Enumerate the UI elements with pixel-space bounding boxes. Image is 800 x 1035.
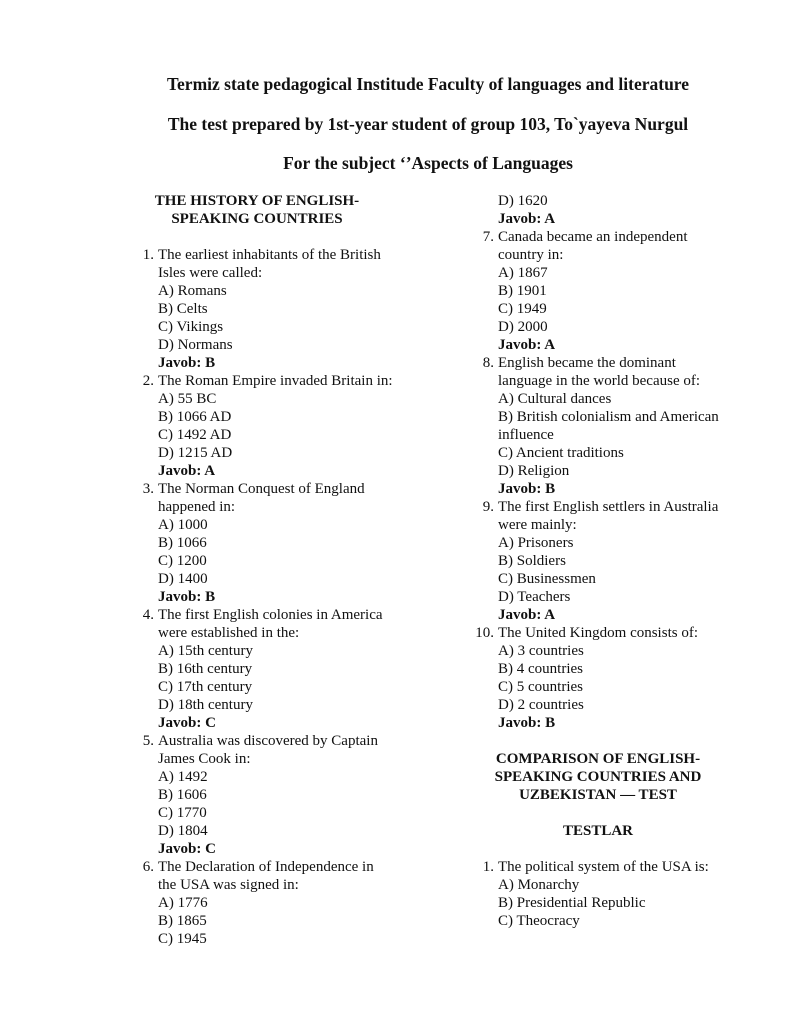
question-text: The first English colonies in America <box>158 607 383 623</box>
question-text: The earliest inhabitants of the British <box>158 247 381 263</box>
section-title-history <box>132 192 382 228</box>
answer-key: Javob: A <box>498 211 556 227</box>
question-7 <box>472 228 742 354</box>
header-prepared-by: The test prepared by 1st-year student of group 103, To`yayeva Nurgul <box>167 114 689 134</box>
section-title-line: SPEAKING COUNTRIES <box>171 211 343 227</box>
option-b: B) 1606 <box>158 787 207 803</box>
question-text: language in the world because of: <box>498 373 701 389</box>
question-text: Australia was discovered by Captain <box>158 733 378 749</box>
question-3 <box>132 480 412 606</box>
question-text: The first English settlers in Australia <box>498 499 719 515</box>
option-b: B) 4 countries <box>498 661 583 677</box>
option-d: D) Teachers <box>498 589 571 605</box>
option-b: B) 1865 <box>158 913 207 929</box>
option-d: D) 1215 AD <box>158 445 233 461</box>
option-c: C) 1945 <box>158 931 207 947</box>
question-text: happened in: <box>158 499 236 515</box>
option-a: A) Prisoners <box>498 535 574 551</box>
option-a: A) 3 countries <box>498 643 584 659</box>
question-number: 8. <box>482 355 494 371</box>
option-c: C) 1200 <box>158 553 207 569</box>
question-1 <box>132 246 412 372</box>
question-8 <box>472 354 742 498</box>
option-a: A) 1776 <box>158 895 208 911</box>
answer-key: Javob: C <box>158 841 216 857</box>
question-2 <box>132 372 412 480</box>
question-text: were mainly: <box>498 517 577 533</box>
question-text: the USA was signed in: <box>158 877 299 893</box>
question-text: country in: <box>498 247 564 263</box>
option-a: A) Monarchy <box>498 877 580 893</box>
option-d: D) 1804 <box>158 823 208 839</box>
option-d: D) 1620 <box>498 193 548 209</box>
question-text: The Roman Empire invaded Britain in: <box>158 373 393 389</box>
answer-key: Javob: B <box>158 355 216 371</box>
option-a: A) Romans <box>158 283 227 299</box>
option-d: D) 18th century <box>158 697 253 713</box>
question-text: English became the dominant <box>498 355 676 371</box>
answer-key: Javob: A <box>498 607 556 623</box>
question-4 <box>132 606 412 732</box>
section-title-comparison <box>472 750 724 804</box>
section-title-line: COMPARISON OF ENGLISH- <box>495 751 701 767</box>
option-b: B) 1901 <box>498 283 547 299</box>
question-6 <box>132 858 412 948</box>
option-c: C) Theocracy <box>498 913 580 929</box>
question-number: 4. <box>142 607 154 623</box>
section-title-line: UZBEKISTAN — TEST <box>519 787 677 803</box>
left-column <box>132 192 412 948</box>
section-subtitle: TESTLAR <box>562 823 634 839</box>
question-number: 5. <box>142 733 154 749</box>
option-c: C) 1949 <box>498 301 547 317</box>
question-number: 9. <box>482 499 494 515</box>
answer-key: Javob: B <box>498 715 556 731</box>
question-number: 7. <box>482 229 494 245</box>
question-number: 1. <box>142 247 154 263</box>
question-number: 6. <box>142 859 154 875</box>
option-b: B) 1066 <box>158 535 207 551</box>
option-c: C) 5 countries <box>498 679 583 695</box>
question-text: The United Kingdom consists of: <box>498 625 698 641</box>
question-9 <box>472 498 742 624</box>
question-text: The political system of the USA is: <box>498 859 709 875</box>
option-d: D) 2000 <box>498 319 548 335</box>
option-c: C) 17th century <box>158 679 253 695</box>
question-6-continued <box>472 192 742 228</box>
header-institute: Termiz state pedagogical Institude Faculty of languages and literature <box>166 74 690 94</box>
answer-key: Javob: B <box>158 589 216 605</box>
option-a: A) 55 BC <box>158 391 217 407</box>
question-number: 1. <box>482 859 494 875</box>
option-b-wrap: influence <box>498 427 554 443</box>
section-title-line: SPEAKING COUNTRIES AND <box>494 769 702 785</box>
section-title-line: THE HISTORY OF ENGLISH- <box>154 193 360 209</box>
option-b: B) Presidential Republic <box>498 895 646 911</box>
answer-key: Javob: B <box>498 481 556 497</box>
option-a: A) Cultural dances <box>498 391 612 407</box>
question-text: The Norman Conquest of England <box>158 481 365 497</box>
option-a: A) 15th century <box>158 643 253 659</box>
answer-key: Javob: C <box>158 715 216 731</box>
option-b: B) 16th century <box>158 661 253 677</box>
question-number: 2. <box>142 373 154 389</box>
header-subject: For the subject ‘’Aspects of Languages <box>283 153 573 173</box>
question-text: James Cook in: <box>158 751 251 767</box>
section-subtitle-testlar <box>472 822 724 840</box>
option-d: D) 1400 <box>158 571 208 587</box>
question-s2-1 <box>472 858 742 930</box>
option-a: A) 1492 <box>158 769 208 785</box>
question-text: The Declaration of Independence in <box>158 859 374 875</box>
option-c: C) 1492 AD <box>158 427 232 443</box>
option-c: C) Vikings <box>158 319 224 335</box>
option-d: D) 2 countries <box>498 697 584 713</box>
question-10 <box>472 624 742 732</box>
question-text: were established in the: <box>158 625 300 641</box>
option-c: C) Ancient traditions <box>498 445 624 461</box>
question-number: 3. <box>142 481 154 497</box>
answer-key: Javob: A <box>498 337 556 353</box>
option-c: C) 1770 <box>158 805 207 821</box>
question-number: 10. <box>475 625 494 641</box>
question-text: Isles were called: <box>158 265 263 281</box>
question-text: Canada became an independent <box>498 229 688 245</box>
right-column <box>472 192 742 930</box>
option-a: A) 1000 <box>158 517 208 533</box>
option-b: B) Soldiers <box>498 553 566 569</box>
option-b: B) Celts <box>158 301 208 317</box>
option-c: C) Businessmen <box>498 571 596 587</box>
option-d: D) Normans <box>158 337 233 353</box>
option-a: A) 1867 <box>498 265 548 281</box>
option-d: D) Religion <box>498 463 570 479</box>
answer-key: Javob: A <box>158 463 216 479</box>
question-5 <box>132 732 412 858</box>
option-b: B) 1066 AD <box>158 409 232 425</box>
option-b: B) British colonialism and American <box>498 409 719 425</box>
